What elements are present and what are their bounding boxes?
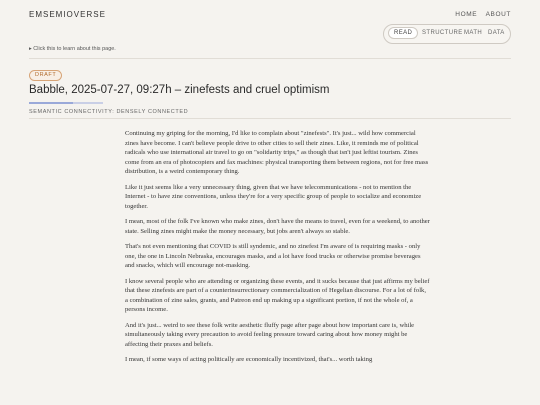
title-divider (29, 118, 511, 119)
paragraph: I know several people who are attending or organizing these events, and it sucks because that just affirms my belief that these zinefests are part of a counterinsurrectionary commercialization of Hegelian discourse. For a lot of folk, a combination of zine sales, grants, and Patreon end up making up a significant portion, if not the whole of, a persons income. (125, 277, 430, 313)
paragraph: I mean, if some ways of acting politically are economically incentivized, that's... worth taking (125, 356, 373, 363)
page-title: Babble, 2025-07-27, 09:27h – zinefests and cruel optimism (29, 84, 330, 96)
article-body (125, 129, 430, 371)
header-divider (29, 58, 511, 59)
title-underline-secondary (73, 102, 103, 104)
view-mode-switch (383, 24, 511, 44)
mode-data-tab[interactable]: DATA (488, 30, 505, 36)
top-bar (0, 0, 540, 22)
paragraph: Continuing my griping for the morning, I'd like to complain about "zinefests". It's just... wild how commercial zines have become. I can't believe people drive to other cities to sell their zines. Like, it reminds me of political radicals who use international air travel to go on "solidarity trips," as though that isn't just leftist tourism. Zines come from an era of photocopiers and fax machines: physical transporting them between regions, not for free mass distribution, is a weird contemporary thing. (125, 130, 429, 175)
nav-home-link[interactable]: HOME (455, 11, 478, 18)
site-title[interactable]: EMSEMIOVERSE (29, 10, 106, 19)
about-page-toggle[interactable]: ▸ Click this to learn about this page. (29, 46, 116, 52)
paragraph: Like it just seems like a very unnecessary thing, given that we have telecommunications - not to mention the Internet - to have zine conventions, unless they're for a very specific group of people to socialize and economize together. (125, 183, 422, 210)
semantic-connectivity-label: SEMANTIC CONNECTIVITY: DENSELY CONNECTED (29, 109, 189, 115)
mode-read-tab[interactable]: READ (388, 27, 418, 39)
paragraph: That's not even mentioning that COVID is still syndemic, and no zinefest I'm aware of is requiring masks - only one, the one in Lincoln Nebraska, encourages masks, and a lot have food trucks or otherwise promise beverages and snacks, which will encourage not-masking. (125, 243, 421, 269)
paragraph: And it's just... weird to see these folk write aesthetic fluffy page after page about how important care is, while simultaneously taking every precaution to avoid feeling pressure toward caring about how money might be affecting their praxes and beliefs. (125, 321, 415, 348)
draft-badge: DRAFT (29, 70, 62, 81)
title-underline (29, 102, 73, 104)
mode-structure-tab[interactable]: STRUCTURE (422, 30, 463, 36)
paragraph: I mean, most of the folk I've known who make zines, don't have the means to travel, even for a weekend, to another state. Selling zines might make the money necessary, but jobs aren't always so stable. (125, 218, 430, 235)
top-nav (449, 11, 511, 18)
nav-about-link[interactable]: ABOUT (485, 11, 511, 18)
mode-math-tab[interactable]: MATH (464, 30, 483, 36)
